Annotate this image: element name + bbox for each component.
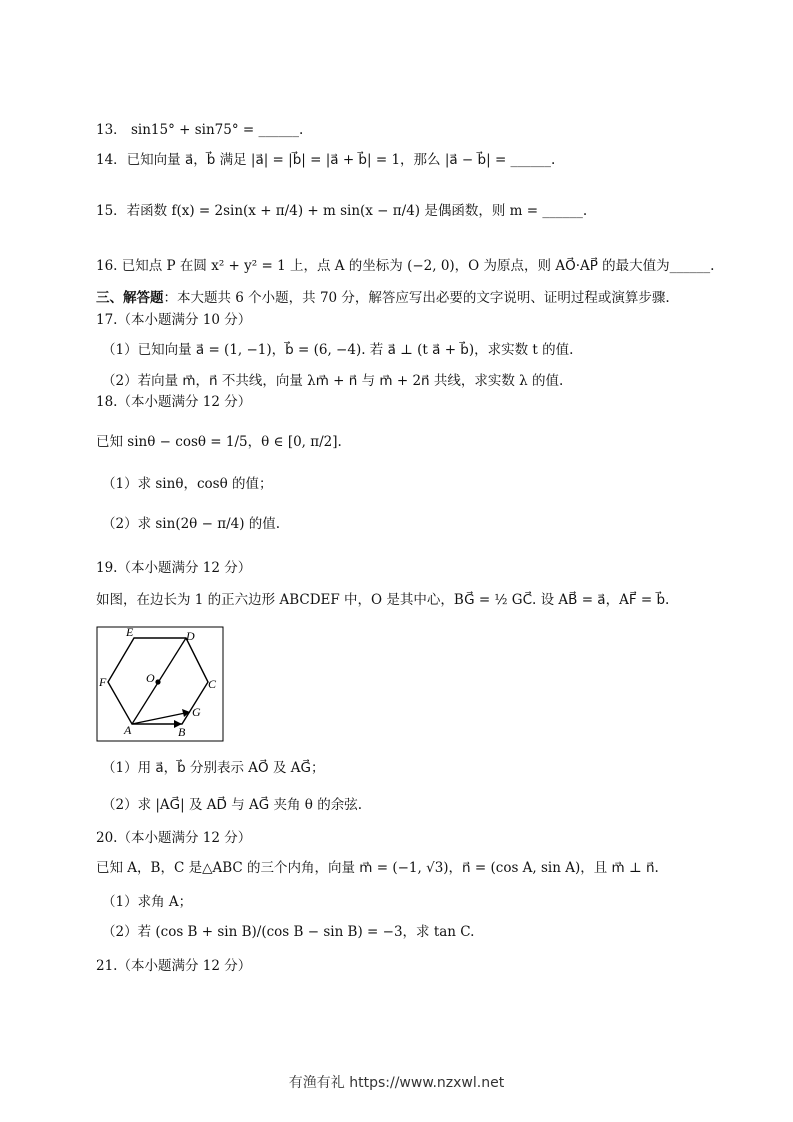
question-18-title: 18.（本小题满分 12 分）	[96, 394, 252, 410]
question-18-given: 已知 sinθ − cosθ = 1/5，θ ∈ [0, π/2].	[96, 434, 342, 450]
question-19-given: 如图，在边长为 1 的正六边形 ABCDEF 中，O 是其中心，BG⃗ = ½ GC⃗. 设 AB⃗ = a⃗，AF⃗ = b⃗.	[96, 592, 670, 608]
question-19-part-2: （2）求 |AG⃗| 及 AD⃗ 与 AG⃗ 夹角 θ 的余弦.	[102, 797, 362, 813]
question-16: 16. 已知点 P 在圆 x² + y² = 1 上，点 A 的坐标为 (−2, 0)，O 为原点，则 AO⃗·AP⃗ 的最大值为______.	[96, 258, 715, 274]
label-a: A	[124, 723, 132, 737]
section-3-title: 三、解答题	[96, 290, 164, 306]
label-g: G	[192, 705, 201, 719]
label-o: O	[146, 671, 155, 685]
question-18-part-2: （2）求 sin(2θ − π/4) 的值.	[102, 516, 281, 532]
question-17-title: 17.（本小题满分 10 分）	[96, 312, 252, 328]
question-20-given: 已知 A，B，C 是△ABC 的三个内角，向量 m⃗ = (−1, √3)，n⃗ = (cos A, sin A)，且 m⃗ ⊥ n⃗.	[96, 860, 659, 876]
label-c: C	[208, 677, 217, 691]
segment-ag	[132, 712, 190, 724]
question-18-part-1: （1）求 sinθ，cosθ 的值；	[102, 476, 273, 492]
question-20-title: 20.（本小题满分 12 分）	[96, 830, 252, 846]
question-19-part-1: （1）用 a⃗，b⃗ 分别表示 AO⃗ 及 AG⃗；	[102, 760, 325, 776]
section-3-text: ：本大题共 6 个小题，共 70 分，解答应写出必要的文字说明、证明过程或演算步骤.	[163, 290, 670, 306]
center-point-o	[155, 679, 160, 684]
question-14: 14．已知向量 a⃗，b⃗ 满足 |a⃗| = |b⃗| = |a⃗ + b⃗| = 1，那么 |a⃗ − b⃗| = ______.	[96, 152, 556, 168]
hexagon-figure	[96, 626, 224, 742]
question-17-part-2: （2）若向量 m⃗，n⃗ 不共线，向量 λm⃗ + n⃗ 与 m⃗ + 2n⃗ 共线，求实数 λ 的值.	[102, 373, 564, 389]
question-19-title: 19.（本小题满分 12 分）	[96, 560, 252, 576]
question-20-part-2: （2）若 (cos B + sin B)/(cos B − sin B) = −3，求 tan C.	[102, 924, 475, 940]
question-15: 15．若函数 f(x) = 2sin(x + π/4) + m sin(x − π/4) 是偶函数，则 m = ______.	[96, 203, 588, 219]
question-13: 13． sin15° + sin75° = ______.	[96, 122, 304, 138]
label-f: F	[99, 675, 107, 689]
label-d: D	[186, 629, 195, 643]
section-3-heading	[96, 290, 670, 306]
label-e: E	[126, 626, 134, 639]
footer-watermark: 有渔有礼 https://www.nzxwl.net	[288, 1075, 505, 1091]
question-20-part-1: （1）求角 A；	[102, 894, 193, 910]
question-21-title: 21.（本小题满分 12 分）	[96, 958, 252, 974]
label-b: B	[178, 725, 186, 739]
question-17-part-1: （1）已知向量 a⃗ = (1, −1)，b⃗ = (6, −4). 若 a⃗ ⊥ (t a⃗ + b⃗)，求实数 t 的值.	[102, 342, 574, 358]
